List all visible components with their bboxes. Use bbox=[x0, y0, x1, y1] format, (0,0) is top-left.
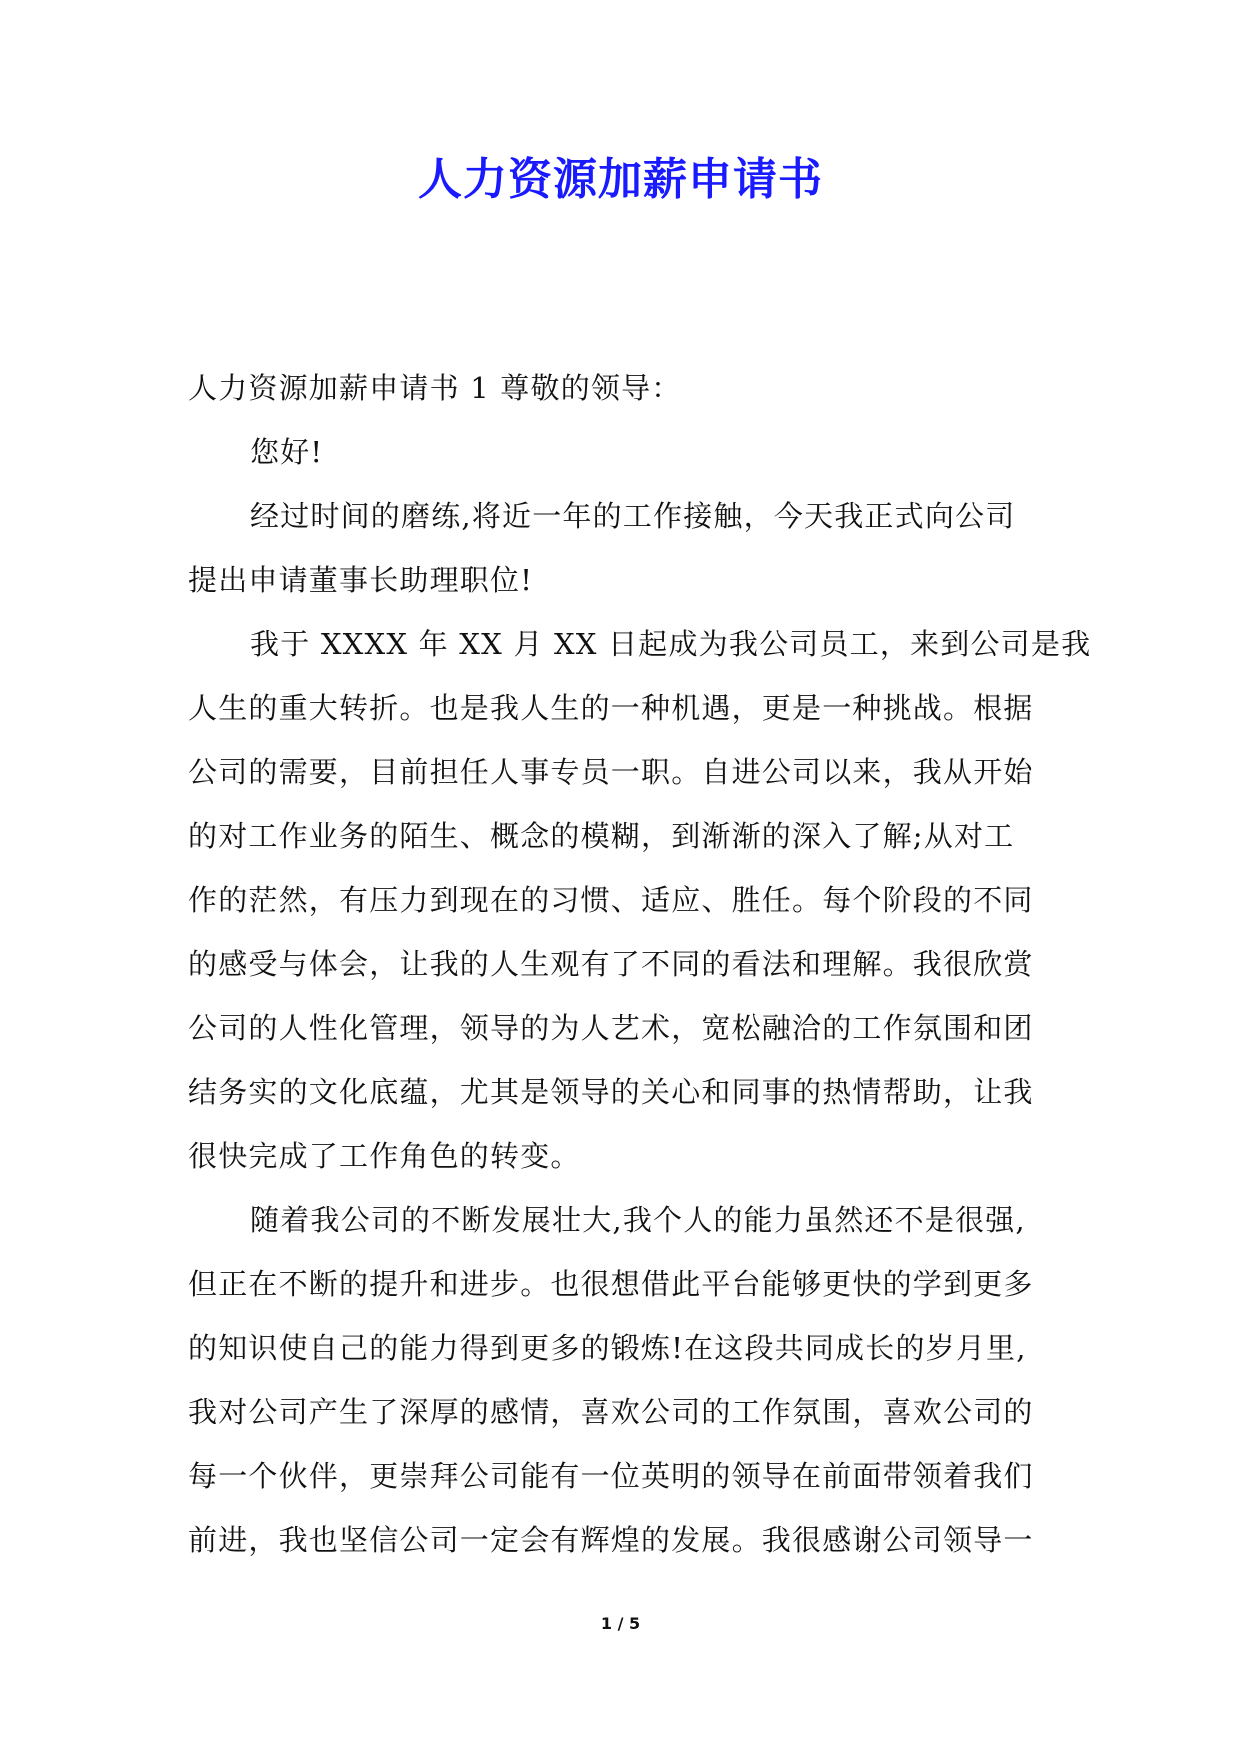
paragraph-3-line-6: 前进，我也坚信公司一定会有辉煌的发展。我很感谢公司领导一 bbox=[188, 1523, 1034, 1557]
paragraph-3-line-5: 每一个伙伴，更崇拜公司能有一位英明的领导在前面带领着我们 bbox=[188, 1459, 1034, 1493]
paragraph-2-line-8: 结务实的文化底蕴，尤其是领导的关心和同事的热情帮助，让我 bbox=[188, 1075, 1034, 1109]
salutation-line: 人力资源加薪申请书 1 尊敬的领导： bbox=[188, 371, 682, 405]
paragraph-2-line-2: 人生的重大转折。也是我人生的一种机遇，更是一种挑战。根据 bbox=[188, 691, 1034, 725]
paragraph-2-line-7: 公司的人性化管理，领导的为人艺术，宽松融洽的工作氛围和团 bbox=[188, 1011, 1034, 1045]
paragraph-3-line-2: 但正在不断的提升和进步。也很想借此平台能够更快的学到更多 bbox=[188, 1267, 1034, 1301]
paragraph-3-line-4: 我对公司产生了深厚的感情，喜欢公司的工作氛围，喜欢公司的 bbox=[188, 1395, 1034, 1429]
paragraph-1-line-2: 提出申请董事长助理职位! bbox=[188, 563, 534, 597]
paragraph-3-line-3: 的知识使自己的能力得到更多的锻炼!在这段共同成长的岁月里, bbox=[188, 1331, 1027, 1365]
paragraph-2-line-9: 很快完成了工作角色的转变。 bbox=[188, 1139, 581, 1173]
paragraph-2-line-5: 作的茫然，有压力到现在的习惯、适应、胜任。每个阶段的不同 bbox=[188, 883, 1034, 917]
page-number: 1 / 5 bbox=[600, 1614, 641, 1633]
greeting-line: 您好! bbox=[250, 435, 324, 469]
paragraph-2-line-4: 的对工作业务的陌生、概念的模糊，到渐渐的深入了解;从对工 bbox=[188, 819, 1015, 853]
document-body bbox=[188, 356, 1092, 1572]
paragraph-2-line-6: 的感受与体会，让我的人生观有了不同的看法和理解。我很欣赏 bbox=[188, 947, 1034, 981]
document-title: 人力资源加薪申请书 bbox=[418, 154, 823, 205]
paragraph-1-line-1: 经过时间的磨练,将近一年的工作接触，今天我正式向公司 bbox=[250, 499, 1016, 533]
paragraph-2-line-3: 公司的需要，目前担任人事专员一职。自进公司以来，我从开始 bbox=[188, 755, 1034, 789]
paragraph-2-line-1: 我于 XXXX 年 XX 月 XX 日起成为我公司员工，来到公司是我 bbox=[250, 627, 1092, 661]
paragraph-3-line-1: 随着我公司的不断发展壮大,我个人的能力虽然还不是很强, bbox=[250, 1203, 1026, 1237]
